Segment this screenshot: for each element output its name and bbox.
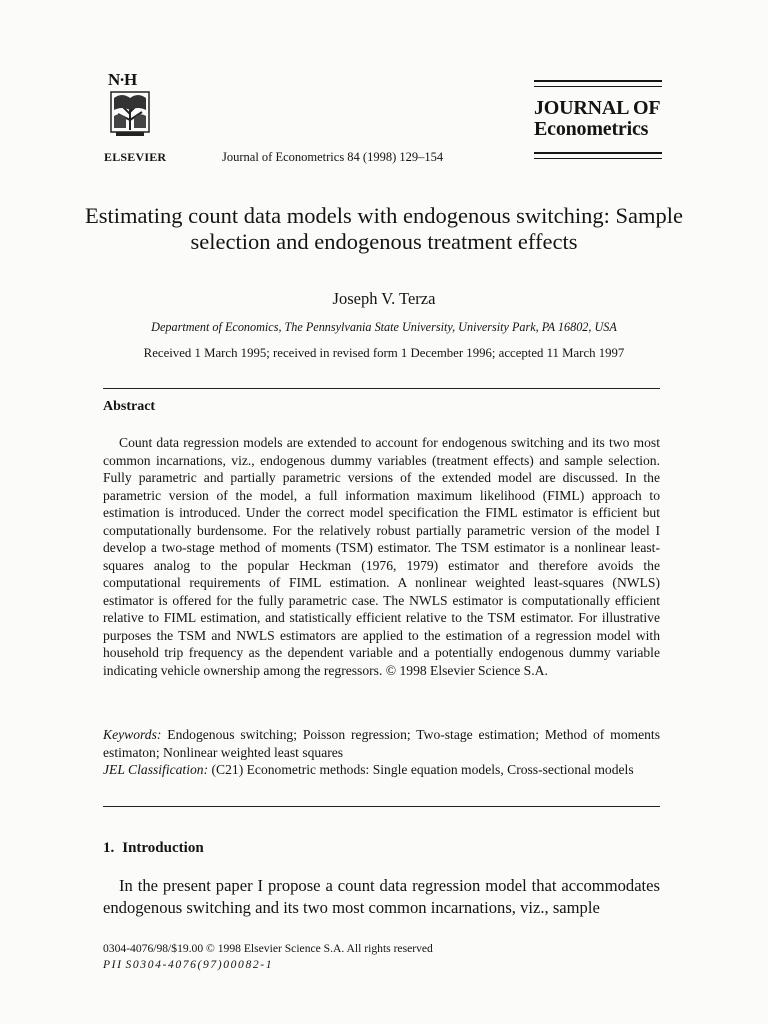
divider-top	[103, 388, 660, 389]
jel-text: (C21) Econometric methods: Single equation models, Cross-sectional models	[211, 762, 634, 777]
journal-title	[534, 98, 660, 140]
jel-line	[103, 761, 660, 779]
publisher-name: ELSEVIER	[104, 150, 167, 164]
keywords-text: Endogenous switching; Poisson regression; Two-stage estimation; Method of moments estimaton; Nonlinear weighted least squares	[103, 727, 661, 760]
journal-rule-top	[534, 80, 662, 82]
introduction-paragraph: In the present paper I propose a count data regression model that accommodates endogenous switching and its two most common incarnations, viz., sample	[103, 876, 660, 917]
journal-rule-bottom-thin	[534, 158, 662, 159]
journal-rule-top-thin	[534, 86, 662, 87]
received-dates: Received 1 March 1995; received in revised form 1 December 1996; accepted 11 March 1997	[143, 346, 625, 360]
copyright-line: 0304-4076/98/$19.00 © 1998 Elsevier Science S.A. All rights reserved	[103, 942, 433, 955]
abstract-heading: Abstract	[103, 399, 156, 414]
jel-label: JEL Classification:	[103, 762, 209, 777]
keywords-label: Keywords:	[103, 727, 162, 742]
publisher-mark: N·H	[108, 70, 137, 89]
pii-value: S0304-4076(97)00082-1	[125, 958, 274, 971]
keywords-line	[103, 726, 660, 761]
journal-title-line1: JOURNAL OF	[534, 97, 661, 119]
article-author: Joseph V. Terza	[332, 289, 436, 308]
divider-bottom	[103, 806, 660, 807]
author-affiliation: Department of Economics, The Pennsylvania State University, University Park, PA 16802, USA	[151, 320, 617, 334]
abstract-body	[103, 434, 660, 679]
article-title: Estimating count data models with endogenous switching: Sample selection and endogenous treatment effects	[84, 203, 684, 254]
journal-rule-bottom	[534, 152, 662, 154]
pii-label: PII	[103, 958, 123, 971]
introduction-body	[103, 875, 660, 918]
section-number: 1.	[103, 840, 115, 856]
abstract-paragraph: Count data regression models are extended to account for endogenous switching and its two most common incarnations, viz., endogenous dummy variables (treatment effects) and sample selection. Fully parametric and partially parametric versions of the extended model are discussed. In the parametric version of the model, a full information maximum likelihood (FIML) approach to estimation is introduced. Under the correct model specification the FIML estimator is efficient but computationally burdensome. For the relatively robust partially parametric version of the model I develop a two-stage method of moments (TSM) estimator. The TSM estimator is a nonlinear least-squares analog to the popular Heckman (1976, 1979) estimator and therefore avoids the computational requirements of FIML estimation. A nonlinear weighted least-squares (NWLS) estimator is offered for the fully parametric case. The NWLS estimator is computationally efficient relative to FIML estimation, and statistically efficient relative to the TSM estimator. For illustrative purposes the TSM and NWLS estimators are applied to the estimation of a regression model with household trip frequency as the dependent variable and a potentially endogenous dummy variable indicating vehicle ownership among the regressors. © 1998 Elsevier Science S.A.	[103, 435, 660, 678]
section-title: Introduction	[122, 840, 204, 856]
pii-line	[103, 957, 433, 973]
section-heading	[103, 840, 204, 857]
journal-citation: Journal of Econometrics 84 (1998) 129–154	[222, 150, 444, 164]
elsevier-tree-logo	[108, 90, 152, 138]
journal-title-line2: Econometrics	[534, 118, 649, 140]
copyright-footer	[103, 941, 433, 973]
keywords-block	[103, 726, 660, 779]
